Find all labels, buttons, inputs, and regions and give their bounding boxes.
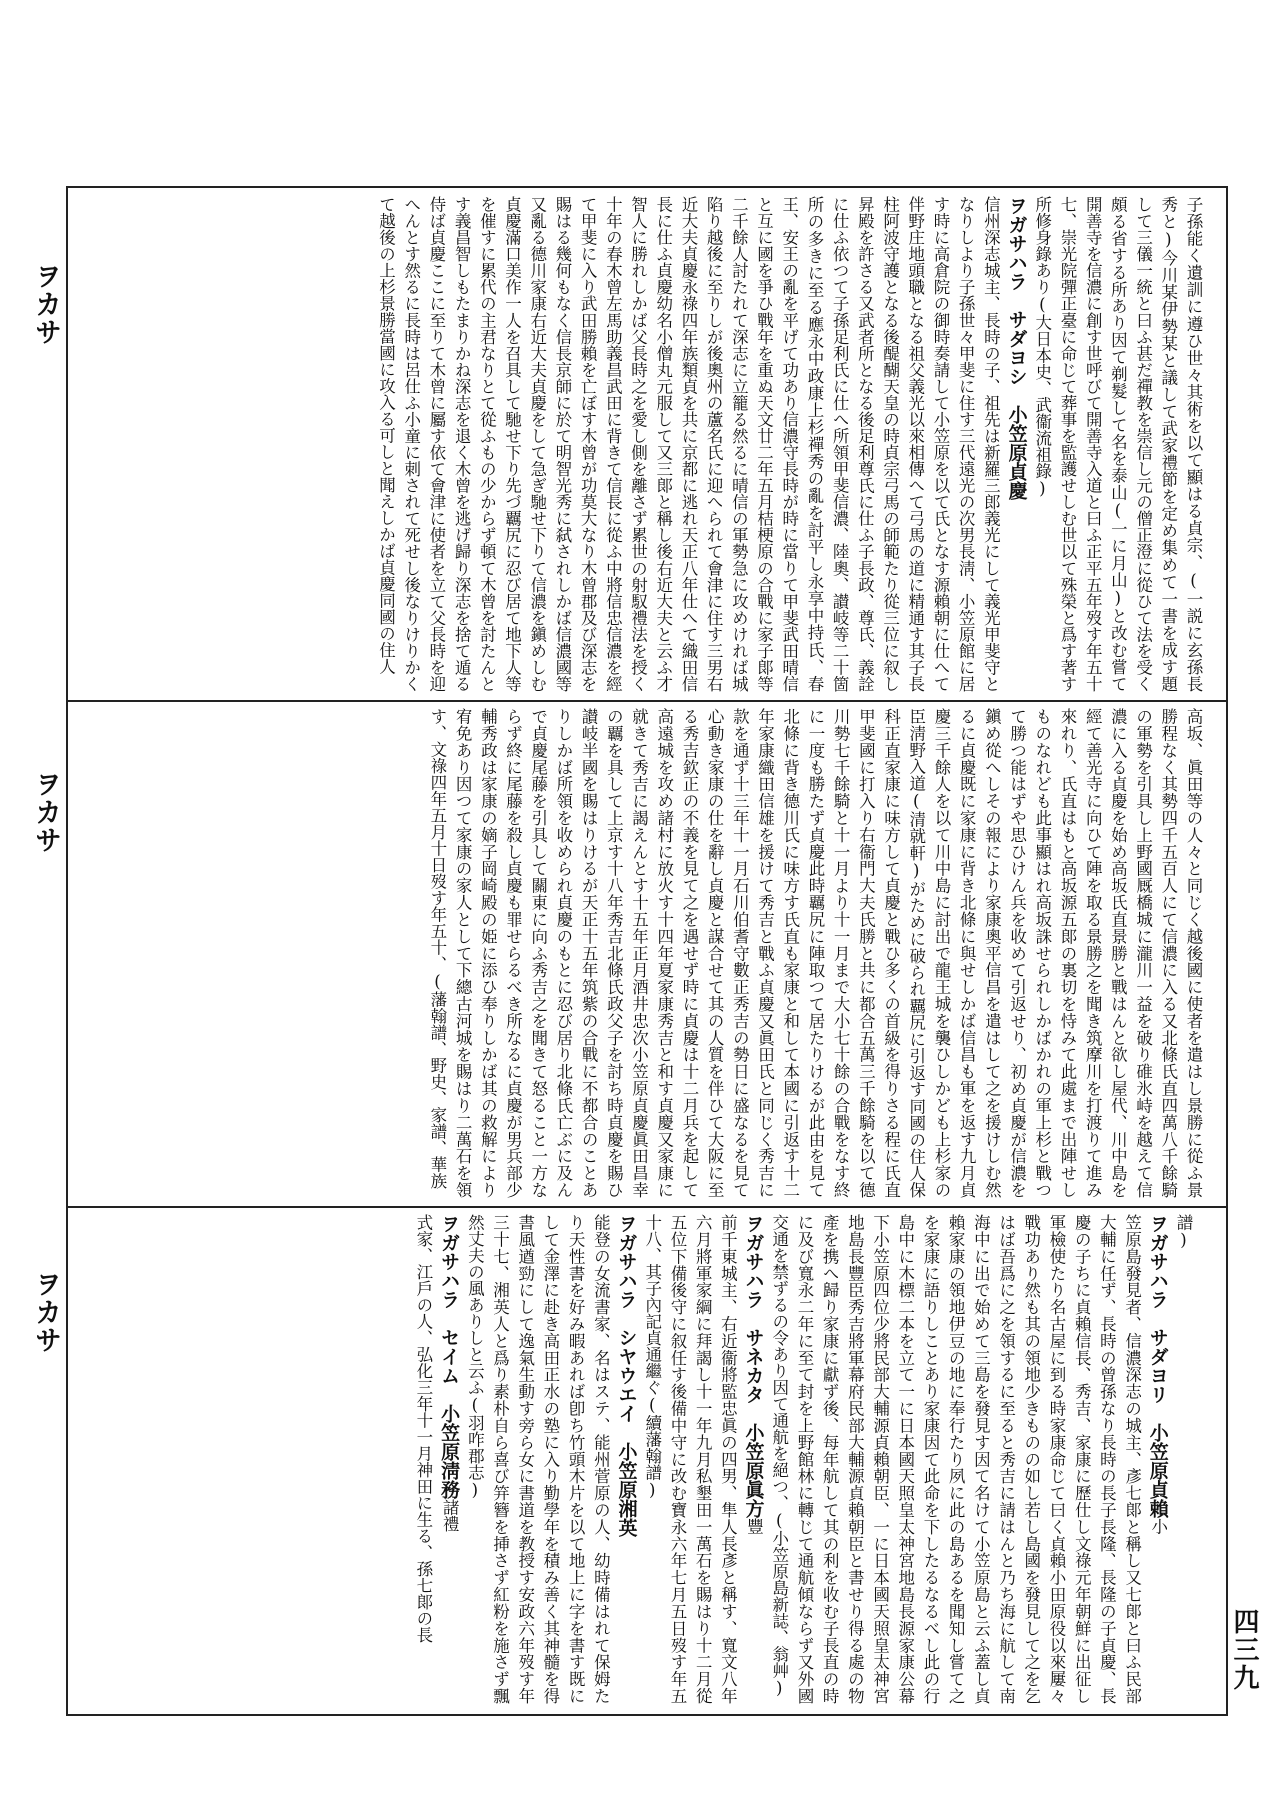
section-upper-text bbox=[96, 196, 1206, 692]
entry-tag-seimu: 諸禮 bbox=[440, 1499, 460, 1532]
entry-tag-sanekata: 豐 bbox=[744, 1518, 764, 1535]
section-middle-text bbox=[96, 708, 1206, 1198]
entry-heading-seimu: ヲガサハラ セイム 小笠原淸務 bbox=[438, 1214, 461, 1499]
section-middle bbox=[96, 708, 1206, 1198]
entry-heading-sanekata: ヲガサハラ サネカタ 小笠原眞方 bbox=[742, 1214, 765, 1518]
entry-body-sadayori: 笠原島發見者、信濃深志の城主、彥七郞と稱し又七郞と曰ふ民部大輔に任ず、長時の曾孫なり長時の長子長隆、長隆の子貞慶、長慶の子ちに貞賴信長、秀吉、家康に歷仕し文祿元年朝鮮に出征し軍檢使たり名古屋に到る時家康命じて曰く貞賴小田原役以來屢々戰功あり然も其の領地少きものの如し若し島國を發見して之を乞はば吾爲に之を領するに至ると秀吉に請はんと乃ち海に航して南海中に出で始めて三島を發見す因て名けて小笠原島と云ふ蓋し貞賴家康の領地伊豆の地に奉行たり夙に此の島あるを聞知し嘗て之を家康に語りしことあり家康因て此命を下したるなるべし此の行島中に木標二本を立て一に日本國天照皇太神宮地島長源家康公幕下小笠原四位少將民部大輔源貞賴朝臣、一に日本國天照皇太神宮地島長豐臣秀吉將軍幕府民部大輔源貞賴朝臣と書せり得る處の物產を携へ歸り家康に獻ず後、每年航して其の利を收む子長直の時に及び寬永二年に至て封を上野館林に轉じて通航傾ならず又外國交通を禁ずるの令あり因て通航を絕つ、(小笠原島新誌、翁艸) bbox=[769, 1214, 1142, 1704]
section-divider-upper bbox=[66, 700, 1226, 702]
paragraph-continuation: 子孫能く遺訓に遵ひ世々其術を以て顯はる貞宗、(一説に玄孫長秀と)今川某伊勢某と議して武家禮節を定め集めて一書を成す題して三儀一統と曰ふ甚だ禪教を崇信し元の僧正澄に從ひて法を受く頗る省する所あり因て剃髮して名を泰山(一に月山)と改む嘗て開善寺を信濃に創す世呼びて開善寺入道と曰ふ正平五年歿す年五十七、崇光院彈正臺に命じて葬事を監護せしむ世以て殊榮と爲す著す所修身錄あり(大日本史、武衞流祖錄) bbox=[1032, 196, 1203, 692]
entry-body-sadayoshi: 信州深志城主、長時の子、祖先は新羅三郎義光にして義光甲斐守となりしより子孫世々甲斐に住す三代遠光の次男長淸、小笠原館に居す時に高倉院の御時奏請して小笠原を以て氏となす源賴朝に仕へて伴野庄地頭職となる祖父義光以來相傳へて弓馬の道に精通す其子長柱阿波守護となる後醍醐天皇の時貞宗弓馬の師範たり從三位に叙し昇殿を許さる又武者所となる後足利尊氏に仕ふ子長政、尊氏、義詮に仕ふ依つて子孫足利氏に仕へ所領甲斐信濃、陸奧、讃岐等二十箇所の多きに至る應永中政康上杉禪秀の亂を討平し永享中持氏、春王、安王の亂を平げて功あり信濃守長時が時に當りて甲斐武田晴信と互に國を爭ひ戰年を重ぬ天文廿二年五月桔梗原の合戰に家子郞等二千餘人討たれて深志に立籠る然るに晴信の軍勢急に攻めければ城陷り越後に至りしが後奧州の蘆名氏に迎へられて會津に住す三男右近大夫貞慶永祿四年族類貞を共に京都に逃れ天正八年仕へて織田信長に仕ふ貞慶幼名小僧丸元服して又三郞と稱し後右近大夫と云ふ才智人に勝れしかば父長時之を愛し側を離さず累世の射馭禮法を授く十年の春木曾左馬助義昌武田に背きて信長に從ふ中將信忠信濃を經て甲斐に入り武田勝賴を亡ぼす木曾が功莫大なり木曾郡及び深志を賜はる幾何もなく信長京師に於て明智光秀に弑されしかば信濃國等又亂る德川家康右近大夫貞慶をして急ぎ馳せ下りて信濃を鎭めしむ貞慶滿口美作一人を召具して馳せ下り先づ覊尻に忍び居て地下人等を催すに累代の主君なりとて從ふもの少からず頓て木曾を討たんとす義昌智しもたまりかね深志を退く木曾を逃げ歸り深志を捨て遁る侍ば貞慶ここに至りて木曾に屬す依て會津に使者を立て父長時を迎へんとす然るに長時は呂仕ふ小童に刺されて死せし後なりけりかくて越後の上杉景勝當國に攻入る可しと聞えしかば貞慶同國の住人 bbox=[376, 196, 1001, 692]
section-lower-text bbox=[96, 1214, 1196, 1704]
side-label-top: ヲカサ bbox=[30, 262, 61, 346]
entry-body-shoei: 能登の女流書家、名はステ、能州菅原の人、幼時備はれて保姆たり天性書を好み暇あれば卽ち竹頭木片を以て地上に字を書す既にして金澤に赴き高田正水の塾に入り勤學年を積み善く其神髓を得書風遒勁にして逸氣生動す旁ら女に書道を教授す安政六年歿す年三十七、湘英人と爲り素朴自ら喜び笄簪を挿さず紅粉を施さず飄然丈夫の風ありしと云ふ(羽咋郡志) bbox=[465, 1214, 611, 1704]
side-label-middle: ヲカサ bbox=[30, 770, 61, 854]
entry-body-tail: 譜) bbox=[1174, 1214, 1193, 1250]
entry-body-seimu: 式家、江戶の人、弘化三年十一月神田に生る、孫七郞の長 bbox=[413, 1214, 433, 1643]
entry-heading-sadayori: ヲガサハラ サダヨリ 小笠原貞賴 bbox=[1146, 1214, 1169, 1518]
page-number: 四三九 bbox=[1229, 1608, 1259, 1692]
entry-heading-sadayoshi: ヲガサハラ サダヨシ 小笠原貞慶 bbox=[1005, 196, 1028, 500]
side-label-bottom: ヲカサ bbox=[30, 1270, 61, 1354]
section-divider-lower bbox=[66, 1206, 1226, 1208]
entry-body-sadayoshi-continued: 高坂、眞田等の人々と同じく越後國に使者を遣はし景勝に從ふ景勝程なく其勢四千五百人にて信濃に入る又北條氏直四萬八千餘騎の軍勢を引具し上野國厩橋城に瀧川一益を破り碓氷峙を越えて信濃に入る貞慶を始め高坂氏直景勝と戰はんと欲し屋代、川中島を經て善光寺に向ひて陣を取る景勝之を聞き筑摩川を打渡りて進み來れり、氏直はもと高坂源五郞の裏切を恃みて此處まで出陣せしものなれども此事顯はれ高坂誅せられしかばかれの軍上杉と戰つて勝つ能はずや思ひけん兵を收めて引返せり、初め貞慶が信濃を鎭め從へしその報により家康奧平信昌を遣はして之を援けしむ然るに貞慶既に家康に背き北條に與せしかば信昌も軍を返す九月貞慶三千餘人を以て川中島に討出で龍王城を襲ひしかども上杉家の臣淸野入道(清就軒)がために破られ覊尻に引返す同國の住人保科正直家康に味方して貞慶と戰ひ多くの首級を得りさる程に氏直甲斐國に打入り右衞門大夫氏勝と共に都合五萬三千餘騎を以て德川勢七千餘騎と十一月より十一月まで大小七十餘の合戰をなす終に一度も勝たず貞慶此時覊尻に陣取つて居たりけるが此由を見て北條に背き德川氏に味方す氏直も家康と和して本國に引返す十二年家康織田信雄を援けて秀吉と戰ふ貞慶又眞田氏と同じく秀吉に款を通ず十三年十一月石川伯耆守數正秀吉の勢日に盛なるを見て心動き家康の仕を辭し貞慶と謀合せて其の人質を伴ひて大阪に至る秀吉欽正の不義を見て之を遇せず時に貞慶は十二月兵を起して高遠城を攻め諸村に放火す十四年夏家康秀吉と和す貞慶又家康に就きて秀吉に謁えんとす十五年正月酒井忠次小笠原貞慶眞田昌幸の覊を具して上京す十八年秀吉北條氏政父子を討ち時貞慶を賜ひ讃岐半國を賜はりけるが天正十五年筑紫の合戰に不都合のことありしかば所領を收められ貞慶のもとに忍び居り北條氏亡ぶに及んで貞慶尾藤を引具して關東に向ふ秀吉之を聞きて怒ること一方ならず終に尾藤を殺し貞慶も罪せらるべき所なるに貞慶が男兵部少輔秀政は家康の嫡子岡崎殿の姫に添ひ奉りしかば其の救解により宥免あり因つて家康の家人として下總古河城を賜はり二萬石を領す、文祿四年五月十日歿す年五十、(藩翰譜、野史、家譜、華族 bbox=[427, 708, 1203, 1198]
entry-tag-sadayori: 小 bbox=[1148, 1518, 1168, 1535]
section-upper bbox=[96, 196, 1206, 692]
entry-body-sanekata: 前千東城主、右近衞將監忠眞の四男、隼人長彥と稱す、寬文八年六月將軍家綱に拜謁し十一年九月私墾田一萬石を賜はり十二月從五位下備後守に叙任す後備中守に改む寶永六年七月五日歿す年五十八、其子內記貞通繼ぐ(續藩翰譜) bbox=[642, 1214, 738, 1704]
section-lower bbox=[96, 1214, 1196, 1704]
entry-heading-shoei: ヲガサハラ シヤウエイ 小笠原湘英 bbox=[615, 1214, 638, 1537]
